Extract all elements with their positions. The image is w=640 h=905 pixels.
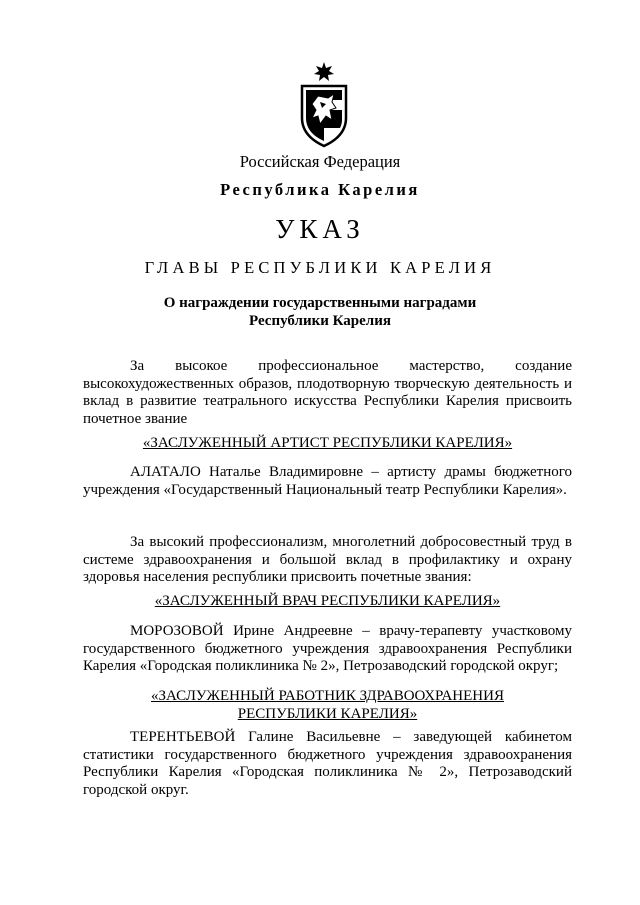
document-type: УКАЗ (275, 214, 365, 244)
issuer: ГЛАВЫ РЕСПУБЛИКИ КАРЕЛИЯ (144, 258, 496, 277)
honorary-title (83, 688, 572, 723)
subject-line: Республики Карелия (249, 313, 391, 329)
awardee-paragraph: ТЕРЕНТЬЕВОЙ Галине Васильевне – заведующей кабинетом статистики государственного бюджетного учреждения здравоохранения Республики Карелия «Городская поликлиника № 2», Петрозаводский городской округ. (83, 729, 572, 798)
honorary-title: «ЗАСЛУЖЕННЫЙ АРТИСТ РЕСПУБЛИКИ КАРЕЛИЯ» (142, 435, 513, 451)
honorary-title: «ЗАСЛУЖЕННЫЙ ВРАЧ РЕСПУБЛИКИ КАРЕЛИЯ» (154, 593, 501, 609)
republic-name: Республика Карелия (220, 180, 420, 199)
karelia-coat-of-arms-icon (298, 60, 350, 148)
honorary-title-line: РЕСПУБЛИКИ КАРЕЛИЯ» (237, 705, 418, 722)
award-reason-paragraph: За высокий профессионализм, многолетний добросовестный труд в системе здравоохранения и большой вклад в профилактику и охрану здоровья населения республики присвоить почетные звания: (83, 534, 572, 586)
awardee-paragraph: МОРОЗОВОЙ Ирине Андреевне – врачу-терапевту участковому государственного бюджетного учреждения здравоохранения Республики Карелия «Городская поликлиника № 2», Петрозаводский городской округ; (83, 623, 572, 675)
award-reason-paragraph: За высокое профессиональное мастерство, создание высокохудожественных образов, плодотворную творческую деятельность и вклад в развитие театрального искусства Республики Карелия присвоить почетное звание (83, 358, 572, 427)
decree-subject (0, 294, 640, 330)
subject-line: О награждении государственными наградами (163, 295, 477, 311)
country-name: Российская Федерация (239, 152, 401, 171)
awardee-paragraph: АЛАТАЛО Наталье Владимировне – артисту драмы бюджетного учреждения «Государственный Национальный театр Республики Карелия». (83, 464, 572, 498)
honorary-title-line: «ЗАСЛУЖЕННЫЙ РАБОТНИК ЗДРАВООХРАНЕНИЯ (151, 688, 504, 704)
